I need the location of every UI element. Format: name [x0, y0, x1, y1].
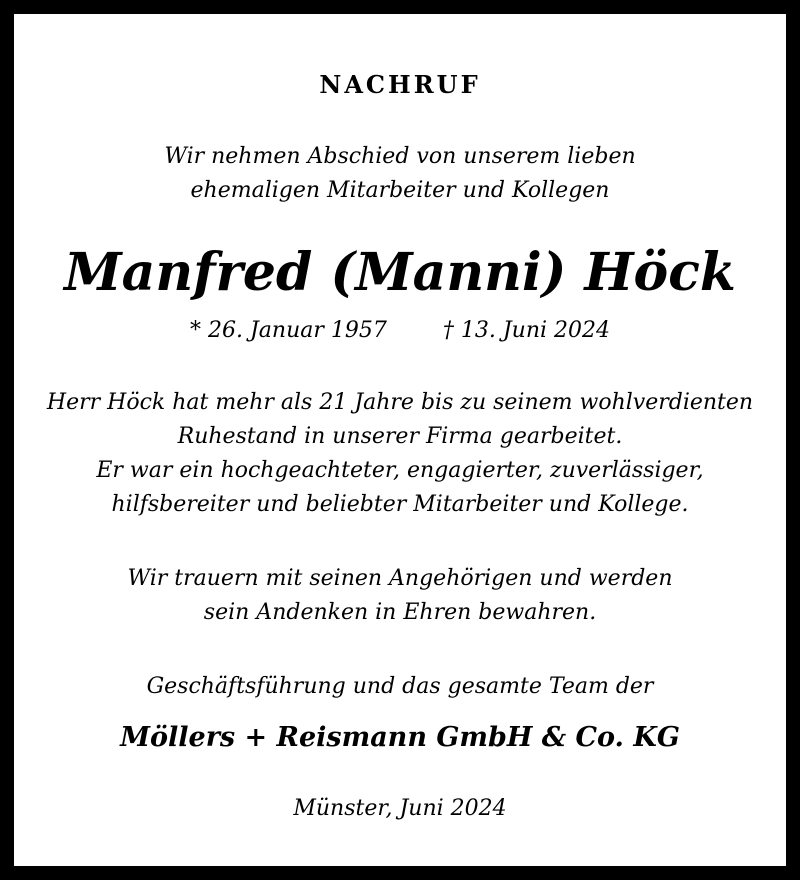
mourning-line-1: Wir trauern mit seinen Angehörigen und werden — [127, 566, 673, 591]
intro-line-1: Wir nehmen Abschied von unserem lieben — [164, 144, 636, 169]
tribute-line-3: Er war ein hochgeachteter, engagierter, zuverlässiger, — [96, 458, 704, 483]
birth-date: * 26. Januar 1957 — [189, 318, 387, 343]
tribute-line-2: Ruhestand in unserer Firma gearbeitet. — [177, 424, 623, 449]
mourning-line-2: sein Andenken in Ehren bewahren. — [203, 600, 597, 625]
obituary-notice — [14, 14, 786, 866]
tribute-paragraph — [14, 386, 786, 522]
mourning-paragraph — [14, 562, 786, 630]
intro-text — [14, 140, 786, 208]
death-date: † 13. Juni 2024 — [442, 318, 611, 343]
notice-heading: NACHRUF — [319, 70, 481, 99]
intro-line-2: ehemaligen Mitarbeiter und Kollegen — [190, 178, 610, 203]
company-name: Möllers + Reismann GmbH & Co. KG — [120, 722, 680, 753]
place-date: Münster, Juni 2024 — [293, 796, 507, 821]
tribute-line-4: hilfsbereiter und beliebter Mitarbeiter und Kollege. — [111, 492, 689, 517]
signature-intro: Geschäftsführung und das gesamte Team der — [146, 674, 654, 699]
tribute-line-1: Herr Höck hat mehr als 21 Jahre bis zu seinem wohlverdienten — [46, 390, 754, 415]
life-dates — [14, 314, 786, 348]
deceased-name: Manfred (Manni) Höck — [64, 242, 736, 303]
